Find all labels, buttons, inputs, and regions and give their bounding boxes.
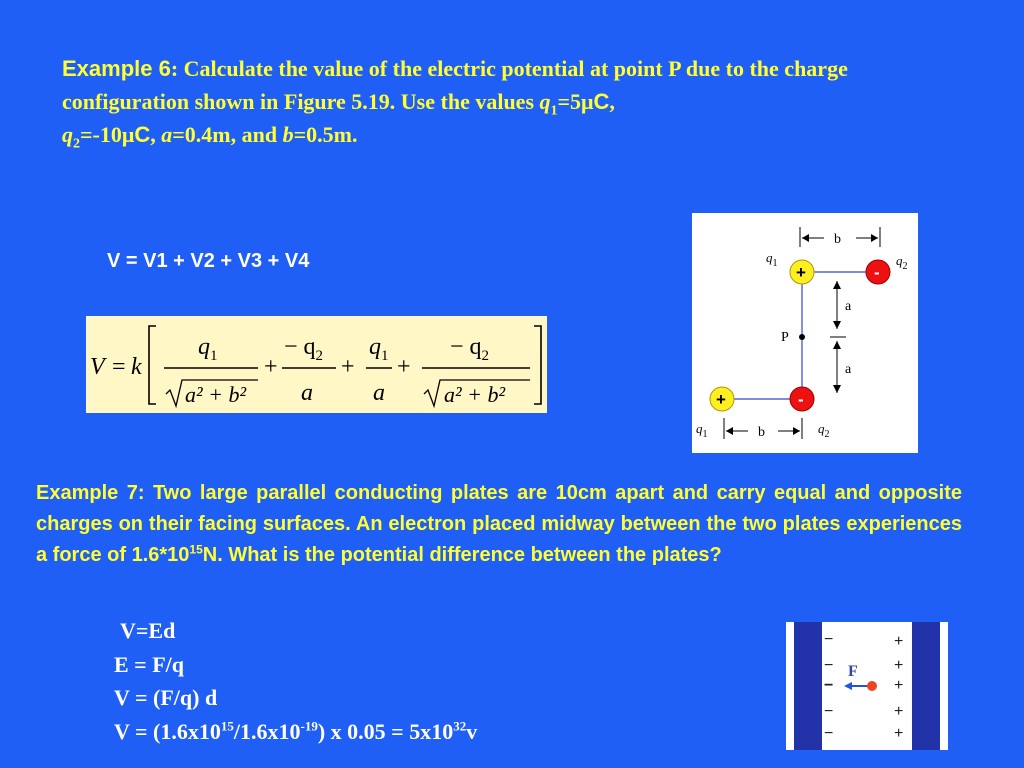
potential-sum-equation: V = V1 + V2 + V3 + V4 [107, 250, 310, 272]
force-label: F [848, 663, 858, 680]
plus-charge: + [894, 633, 904, 650]
plus-1: + [264, 354, 278, 380]
formula-k: k [131, 354, 142, 380]
left-bracket [149, 326, 156, 404]
formula-equals: = [112, 354, 126, 380]
label-q1-top: $q_1$ [766, 250, 778, 269]
force-arrow-head [844, 682, 852, 690]
example-6-text: Example 6: Calculate the value of the electric potential at point P due to the charge configuration shown in Figure 5.19. Use the values $q_1=5\mu C$, $q_2=-10\mu C$, a=0.4m, and b=0.5m. [62, 56, 848, 152]
solution-line-2: E = F/q [114, 651, 184, 677]
plus-charge: + [894, 657, 904, 674]
term1-denominator: a² + b² [185, 382, 247, 407]
term3-numerator: $q_1$ [369, 334, 389, 364]
q1-symbol: q [539, 89, 551, 114]
potential-formula-box [86, 316, 547, 413]
label-p: P [781, 330, 789, 345]
solution-line-4: $V = (1.6x10^{15}/1.6x10^{-19})$ x $0.05 = 5x10^{32}v$ [114, 718, 478, 744]
label-a-upper: a [845, 299, 852, 314]
minus-charge: − [824, 677, 834, 694]
example-7-solution [114, 614, 477, 748]
electron [867, 681, 877, 691]
solution-line-1: V=Ed [120, 618, 176, 643]
term2-denominator: a [301, 380, 313, 406]
term4-numerator: − $q_2$ [450, 334, 490, 364]
q2-symbol: q [62, 122, 73, 147]
point-p [799, 334, 805, 340]
plus-sign: + [716, 390, 726, 409]
a-symbol: a [161, 122, 173, 147]
parallel-plates-figure [786, 622, 948, 750]
minus-sign: - [798, 390, 804, 409]
b-symbol: b [282, 122, 294, 147]
solution-line-3: V = (F/q) d [114, 685, 218, 710]
term2-numerator: − $q_2$ [284, 334, 324, 364]
label-q2-top: $q_2$ [896, 253, 908, 272]
plus-charge: + [894, 677, 904, 694]
term4-denominator: a² + b² [444, 382, 506, 407]
minus-charge: − [824, 703, 834, 720]
arrow-head [871, 234, 878, 242]
example-6-body: : Calculate the value of the electric potential at point P due to the charge configuration shown in Figure 5.19. Use the values [62, 56, 848, 114]
minus-charge: − [824, 657, 834, 674]
plus-sign: + [796, 263, 806, 282]
minus-sign: - [874, 263, 880, 282]
charge-configuration-diagram [692, 213, 918, 453]
right-plate [912, 622, 940, 750]
label-b-bottom: b [758, 425, 765, 440]
left-plate [794, 622, 822, 750]
example-6-label: Example 6 [62, 56, 171, 81]
term1-numerator: $q_1$ [198, 334, 218, 364]
label-q2-bottom: $q_2$ [818, 421, 830, 440]
plus-3: + [397, 354, 411, 380]
minus-charge: − [824, 631, 834, 648]
arrow-head [802, 234, 809, 242]
formula-lhs: V [90, 354, 105, 380]
example-7-text: Example 7: Two large parallel conducting plates are 10cm apart and carry equal and opposite charges on their facing surfaces. An electron placed midway between the two plates experiences a force of $1.6*10^{15}N$. What is the potential difference between the plates? [36, 482, 962, 566]
plus-charge: + [894, 703, 904, 720]
plus-charge: + [894, 725, 904, 742]
parallel-plates-diagram [786, 622, 948, 750]
potential-formula [86, 316, 547, 413]
right-bracket [534, 326, 541, 404]
minus-charge: − [824, 725, 834, 742]
label-a-lower: a [845, 362, 852, 377]
label-q1-bottom: $q_1$ [696, 421, 708, 440]
label-b-top: b [834, 232, 841, 247]
term3-denominator: a [373, 380, 385, 406]
charge-configuration-figure [692, 213, 918, 453]
plus-2: + [341, 354, 355, 380]
